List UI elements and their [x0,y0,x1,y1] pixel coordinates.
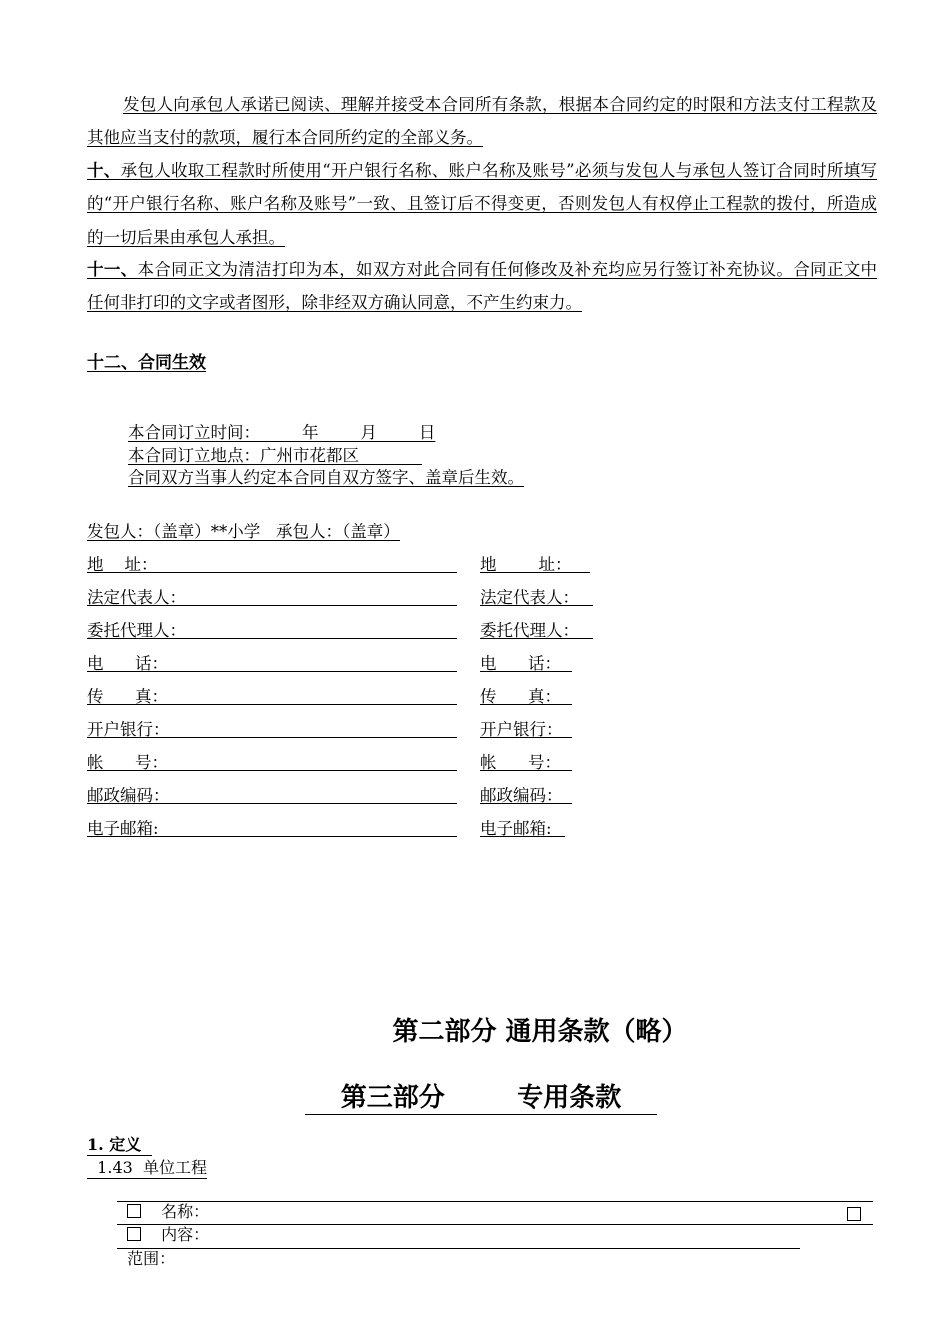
unit-content-line [117,1203,873,1244]
section-12-title: 十二、合同生效 [87,353,206,373]
signing-time-line: 本合同订立时间： 年 月 日 [128,423,436,442]
paragraph-promise-text: 发包人向承包人承诺已阅读、理解并接受本合同所有条款，根据本合同约定的时限和方法支付工程款及其他应当支付的款项，履行本合同所约定的全部义务。 [87,95,877,148]
unit-name-label: 名称： [161,1202,210,1221]
clause-11 [87,253,877,320]
contract-signing-info [128,422,524,490]
part-2-title: 第二部分 通用条款（略） [392,1017,688,1047]
clause-10 [87,154,877,254]
employer-field[interactable]: 法定代表人： [87,584,457,606]
party-header: 发包人：（盖章）**小学 承包人：（盖章） [87,518,400,541]
contractor-field[interactable]: 电 话： [480,650,572,672]
employer-field[interactable]: 电子邮箱: [87,815,457,837]
employer-field[interactable]: 地 址： [87,551,457,573]
clause-10-number: 十、 [87,161,121,180]
employer-field[interactable]: 传 真： [87,683,457,705]
employer-field[interactable]: 电 话： [87,650,457,672]
clause-11-text: 本合同正文为清洁打印为本，如双方对此合同有任何修改及补充均应另行签订补充协议。合同正文中任何非打印的文字或者图形，除非经双方确认同意，不产生约束力。 [87,260,878,313]
employer-field[interactable]: 委托代理人： [87,617,457,639]
clause-11-number: 十一、 [87,260,138,279]
contractor-field[interactable]: 开户银行： [480,716,572,738]
employer-field[interactable]: 帐 号： [87,749,457,771]
employer-field[interactable]: 开户银行： [87,716,457,738]
definitions-heading: 1. 定义 [87,1132,152,1156]
contractor-field[interactable]: 法定代表人： [480,584,593,606]
paragraph-promise [87,88,877,155]
checkbox-icon[interactable] [847,1207,861,1221]
contractor-field[interactable]: 委托代理人： [480,617,593,639]
contractor-field[interactable]: 电子邮箱: [480,815,565,837]
unit-name-line [117,1180,873,1221]
signing-place-line: 本合同订立地点：广州市花都区 [128,445,422,465]
unit-scope-line [117,1227,800,1268]
contractor-field[interactable]: 传 真： [480,683,572,705]
unit-project-heading: 1.43 单位工程 [87,1155,207,1179]
employer-field[interactable]: 邮政编码： [87,782,457,804]
part-3-title: 第三部分 专用条款 [305,1077,657,1115]
clause-10-text: 承包人收取工程款时所使用“开户银行名称、账户名称及账号”必须与发包人与承包人签订合同时所填写的“开户银行名称、账户名称及账号”一致、且签订后不得变更，否则发包人有权停止工程款的拨付，所造成的一切后果由承包人承担。 [87,161,878,247]
unit-scope-label: 范围： [127,1249,176,1268]
contractor-field[interactable]: 帐 号： [480,749,572,771]
unit-content-label: 内容： [161,1225,210,1244]
effect-line: 合同双方当事人约定本合同自双方签字、盖章后生效。 [128,468,524,487]
contractor-field[interactable]: 邮政编码： [480,782,572,804]
contractor-field[interactable]: 地 址： [480,551,590,573]
